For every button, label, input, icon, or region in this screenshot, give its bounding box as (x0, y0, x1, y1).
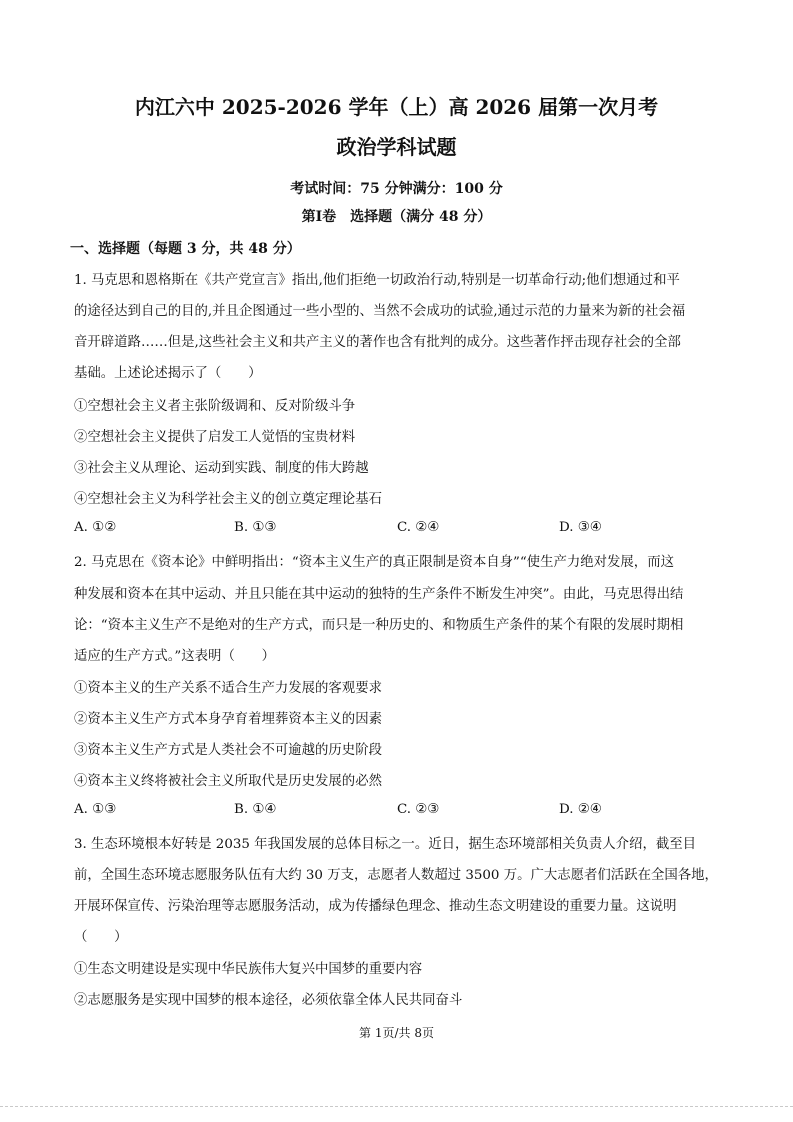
page-bottom-divider (0, 1106, 793, 1107)
subject-title: 政治学科试题 (336, 135, 457, 159)
question-text-line: 开展环保宣传、污染治理等志愿服务活动，成为传播绿色理念、推动生态文明建设的重要力量。这说明 (74, 899, 677, 914)
option-b: B. ①③ (234, 520, 277, 535)
question-text-line: 种发展和资本在其中运动、并且只能在其中运动的独特的生产条件不断发生冲突”。由此，马克思得出结 (74, 587, 684, 602)
option-a: A. ①③ (74, 802, 117, 817)
option-a: A. ①② (74, 520, 117, 535)
question-text-line: 前，全国生态环境志愿服务队伍有大约 30 万支，志愿者人数超过 3500 万。广大志愿者们活跃在全国各地， (74, 868, 718, 883)
statement: ④空想社会主义为科学社会主义的创立奠定理论基石 (74, 492, 382, 507)
question-text-line: 论：“资本主义生产不是绝对的生产方式，而只是一种历史的、和物质生产条件的某个有限的发展时期相 (74, 618, 684, 633)
option-d: D. ②④ (559, 802, 602, 817)
question-text-line: 音开辟道路……但是,这些社会主义和共产主义的著作也含有批判的成分。这些著作抨击现存社会的全部 (74, 335, 681, 350)
question-text-line: 1. 马克思和恩格斯在《共产党宣言》指出,他们拒绝一切政治行动,特别是一切革命行动;他们想通过和平 (74, 273, 680, 288)
statement: ①空想社会主义者主张阶级调和、反对阶级斗争 (74, 399, 356, 414)
statement: ②志愿服务是实现中国梦的根本途径，必须依靠全体人民共同奋斗 (74, 993, 463, 1008)
exam-info: 考试时间：75 分钟满分：100 分 (290, 181, 503, 197)
part-title: 第Ⅰ卷 选择题（满分 48 分） (301, 209, 492, 225)
page-number: 第 1页/共 8页 (359, 1026, 434, 1040)
exam-title: 内江六中 2025-2026 学年（上）高 2026 届第一次月考 (134, 95, 659, 119)
question-text-line: 2. 马克思在《资本论》中鲜明指出：“资本主义生产的真正限制是资本自身”“使生产力绝对发展，而这 (74, 555, 674, 570)
question-text-line: （ ） (74, 930, 128, 945)
statement: ③资本主义生产方式是人类社会不可逾越的历史阶段 (74, 743, 382, 758)
question-text-line: 的途径达到自己的目的,并且企图通过一些小型的、当然不会成功的试验,通过示范的力量来为新的社会福 (74, 304, 686, 319)
statement: ②资本主义生产方式本身孕育着埋葬资本主义的因素 (74, 712, 382, 727)
question-text-line: 3. 生态环境根本好转是 2035 年我国发展的总体目标之一。近日，据生态环境部相关负责人介绍，截至目 (74, 837, 697, 852)
option-c: C. ②③ (397, 802, 440, 817)
option-b: B. ①④ (234, 802, 277, 817)
question-text-line: 基础。上述论述揭示了（ ） (74, 366, 262, 381)
question-text-line: 适应的生产方式。”这表明（ ） (74, 649, 276, 664)
statement: ③社会主义从理论、运动到实践、制度的伟大跨越 (74, 461, 369, 476)
section-heading: 一、选择题（每题 3 分，共 48 分） (70, 241, 301, 257)
statement: ②空想社会主义提供了启发工人觉悟的宝贵材料 (74, 430, 356, 445)
option-c: C. ②④ (397, 520, 440, 535)
statement: ④资本主义终将被社会主义所取代是历史发展的必然 (74, 774, 382, 789)
statement: ①生态文明建设是实现中华民族伟大复兴中国梦的重要内容 (74, 962, 423, 977)
option-d: D. ③④ (559, 520, 602, 535)
statement: ①资本主义的生产关系不适合生产力发展的客观要求 (74, 681, 382, 696)
